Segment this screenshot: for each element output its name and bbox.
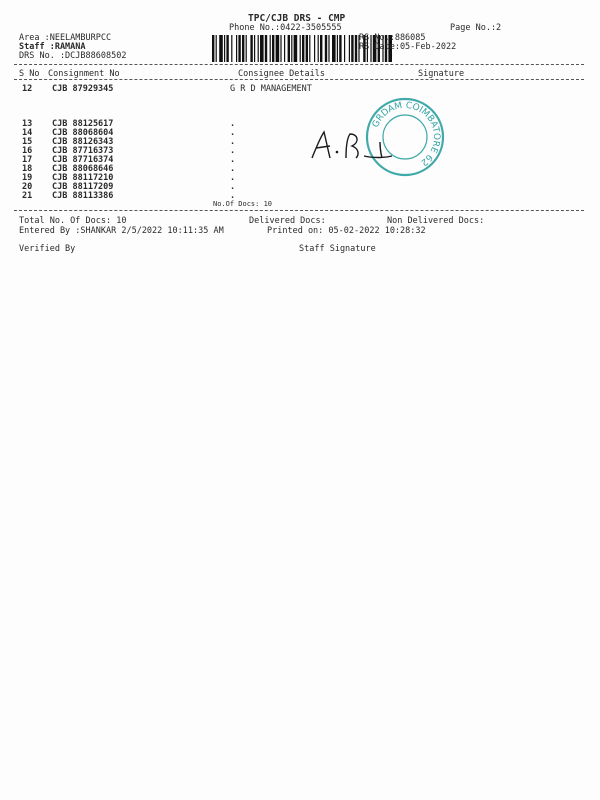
row-consignee: .: [230, 173, 236, 183]
row-sno: 16: [22, 146, 33, 156]
row-sno: 17: [22, 155, 33, 165]
docs-count: No.Of Docs: 10: [213, 200, 273, 208]
row-sno: 13: [22, 119, 33, 129]
page-title: TPC/CJB DRS - CMP: [248, 13, 346, 24]
row-consignment-no: CJB 88125617: [52, 119, 114, 129]
page-number: Page No.:2: [450, 23, 502, 33]
row-consignment-no: CJB 87716374: [52, 155, 114, 165]
staff-signature-label: Staff Signature: [299, 244, 376, 254]
delivered-docs: Delivered Docs:: [249, 216, 326, 226]
stamp-text: GRDAM COIMBATORE 62: [370, 100, 442, 168]
column-header-consignee: Consignee Details: [238, 69, 325, 79]
row-sno: 14: [22, 128, 33, 138]
row-sno: 12: [22, 84, 33, 94]
drs-number: DRS No. :DCJB88608502: [19, 51, 127, 61]
column-header-consignment: Consignment No: [48, 69, 120, 79]
row-consignee: .: [230, 146, 236, 156]
row-sno: 21: [22, 191, 33, 201]
row-consignment-no: CJB 88126343: [52, 137, 114, 147]
row-consignment-no: CJB 88113386: [52, 191, 114, 201]
row-consignee: .: [230, 128, 236, 138]
row-consignment-no: CJB 87929345: [52, 84, 114, 94]
staff-label: Staff :RAMANA: [19, 42, 86, 52]
divider: [14, 79, 584, 80]
column-header-sno: S No: [19, 69, 40, 79]
divider: [14, 64, 584, 65]
rs-date: RS Date:05-Feb-2022: [359, 42, 457, 52]
area-label: Area :NEELAMBURPCC: [19, 33, 112, 43]
row-sno: 15: [22, 137, 33, 147]
non-delivered-docs: Non Delivered Docs:: [387, 216, 485, 226]
verified-by-label: Verified By: [19, 244, 76, 254]
row-sno: 18: [22, 164, 33, 174]
row-sno: 20: [22, 182, 33, 192]
row-consignment-no: CJB 87716373: [52, 146, 114, 156]
row-sno: 19: [22, 173, 33, 183]
row-consignment-no: CJB 88068646: [52, 164, 114, 174]
row-consignee: .: [230, 119, 236, 129]
row-consignment-no: CJB 88117209: [52, 182, 114, 192]
column-header-signature: Signature: [418, 69, 465, 79]
row-consignee: .: [230, 164, 236, 174]
row-consignment-no: CJB 88068604: [52, 128, 114, 138]
row-consignment-no: CJB 88117210: [52, 173, 114, 183]
phone-number: Phone No.:0422-3505555: [229, 23, 342, 33]
handwritten-signature: [306, 128, 406, 162]
row-consignee: .: [230, 137, 236, 147]
row-consignee: G R D MANAGEMENT: [230, 84, 312, 94]
divider: [14, 210, 584, 211]
row-consignee: .: [230, 191, 236, 201]
rs-number: RS No.:886085: [359, 33, 426, 43]
total-docs: Total No. Of Docs: 10: [19, 216, 127, 226]
row-consignee: .: [230, 182, 236, 192]
printed-on: Printed on: 05-02-2022 10:28:32: [267, 226, 426, 236]
entered-by: Entered By :SHANKAR 2/5/2022 10:11:35 AM: [19, 226, 224, 236]
row-consignee: .: [230, 155, 236, 165]
